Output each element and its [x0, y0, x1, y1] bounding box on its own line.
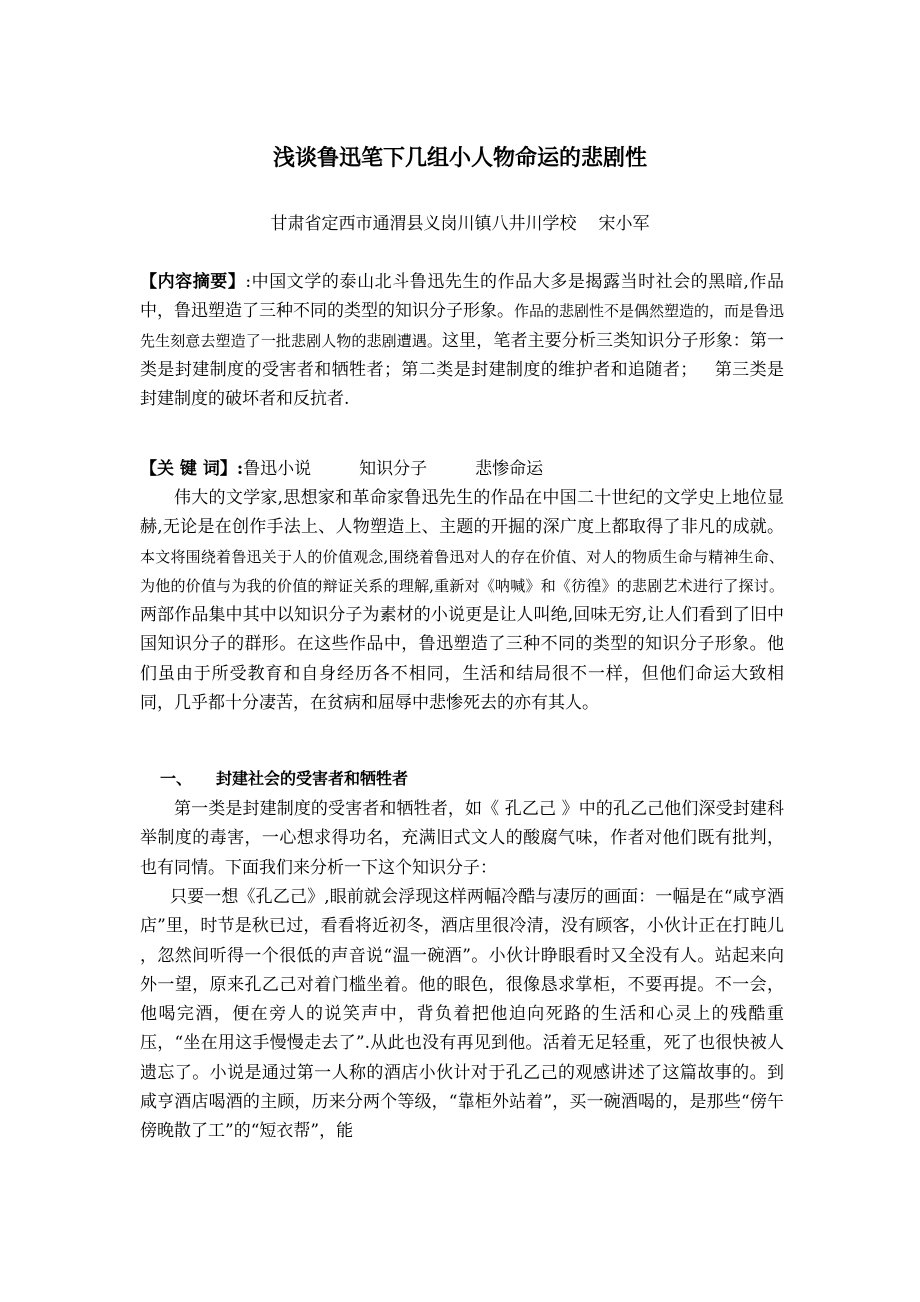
- keyword-item: 鲁迅小说: [243, 459, 312, 479]
- author-affiliation: 甘肃省定西市通渭县义岗川镇八井川学校: [270, 214, 577, 234]
- author-name: 宋小军: [598, 214, 650, 234]
- abstract-text-a: :中国文学的泰山北斗鲁迅先生的作品大多是揭露当时社会的黑暗,作品中，鲁迅塑造了三种不同的类型的知识分子形象。: [140, 272, 784, 322]
- section-number: 一、: [160, 769, 193, 788]
- abstract-label: 【内容摘要】: [140, 272, 246, 292]
- keywords-label: 【关 键 词】:: [140, 459, 244, 479]
- section-paragraph-1: 第一类是封建制度的受害者和牺牲者，如《 孔乙己 》中的孔乙己他们深受封建科举制度的毒害，一心想求得功名，充满旧式文人的酸腐气味，作者对他们既有批判，也有同情。下面我们来分析一下这个知识分子：: [140, 799, 784, 878]
- section-paragraph-2: 只要一想《孔乙己》,眼前就会浮现这样两幅冷酷与凄厉的画面：一幅是在“咸亨酒店”里，时节是秋已过，看看将近初冬，酒店里很冷清，没有顾客，小伙计正在打盹儿 ，忽然间听得一个很低的声音说“温一碗酒”。小伙计睁眼看时又全没有人。站起来向外一望，原来孔乙己对着门槛坐着。他的眼色，很像恳求掌柜，不要再提。不一会，他喝完酒，便在旁人的说笑声中，背负着把他迫向死路的生活和心灵上的残酷重压，“坐在用这手慢慢走去了”.从此也没有再见到他。活着无足轻重，死了也很快被人遗忘了。小说是通过第一人称的酒店小伙计对于孔乙己的观感讲述了这篇故事的。到咸亨酒店喝酒的主顾，历来分两个等级，“靠柜外站着”，买一碗酒喝的，是那些“傍午傍晚散了工”的“短衣帮”，能: [140, 887, 784, 1142]
- keywords-line: [140, 455, 784, 484]
- page-title: 浅谈鲁迅笔下几组小人物命运的悲剧性: [272, 146, 647, 171]
- abstract-text-b: 作品的悲剧性不是偶然塑造的，而是鲁迅先生刻意去塑造了一批悲剧人物的悲剧遭遇。: [140, 302, 785, 350]
- section-title: 封建社会的受害者和牺牲者: [216, 769, 409, 788]
- intro-part1: 伟大的文学家,思想家和革命家鲁迅先生的作品在中国二十世纪的文学史上地位显赫,无论是在创作手法上、人物塑造上、主题的开掘的深广度上都取得了非凡的成就。: [140, 488, 784, 538]
- author-line: [0, 211, 920, 237]
- intro-part2: 本文将围绕着鲁迅关于人的价值观念,围绕着鲁迅对人的存在价值、对人的物质生命与精神生命、为他的价值与为我的价值的辩证关系的理解,重新对《呐喊》和《彷徨》的悲剧艺术进行了探讨。: [140, 547, 784, 595]
- intro-paragraph: [140, 484, 784, 718]
- keyword-item: 知识分子: [359, 459, 428, 479]
- abstract-paragraph: [140, 268, 784, 414]
- abstract-text-c: 这里，笔者主要分析三类知识分子形象：第一类是封建制度的受害者和牺牲者；第二类是封建制度的维护者和追随者；: [140, 330, 784, 380]
- intro-part3: 两部作品集中其中以知识分子为素材的小说更是让人叫绝,回味无穷,让人们看到了旧中国知识分子的群形。在这些作品中，鲁迅塑造了三种不同的类型的知识分子形象。他们虽由于所受教育和自身经历各不相同，生活和结局很不一样，但他们命运大致相同，几乎都十分凄苦，在贫病和屈辱中悲惨死去的亦有其人。: [140, 605, 784, 714]
- keyword-item: 悲惨命运: [475, 459, 544, 479]
- abstract-text-d: 第三类是封建制度的破坏者和反抗者.: [140, 359, 785, 410]
- section-heading: [160, 766, 408, 792]
